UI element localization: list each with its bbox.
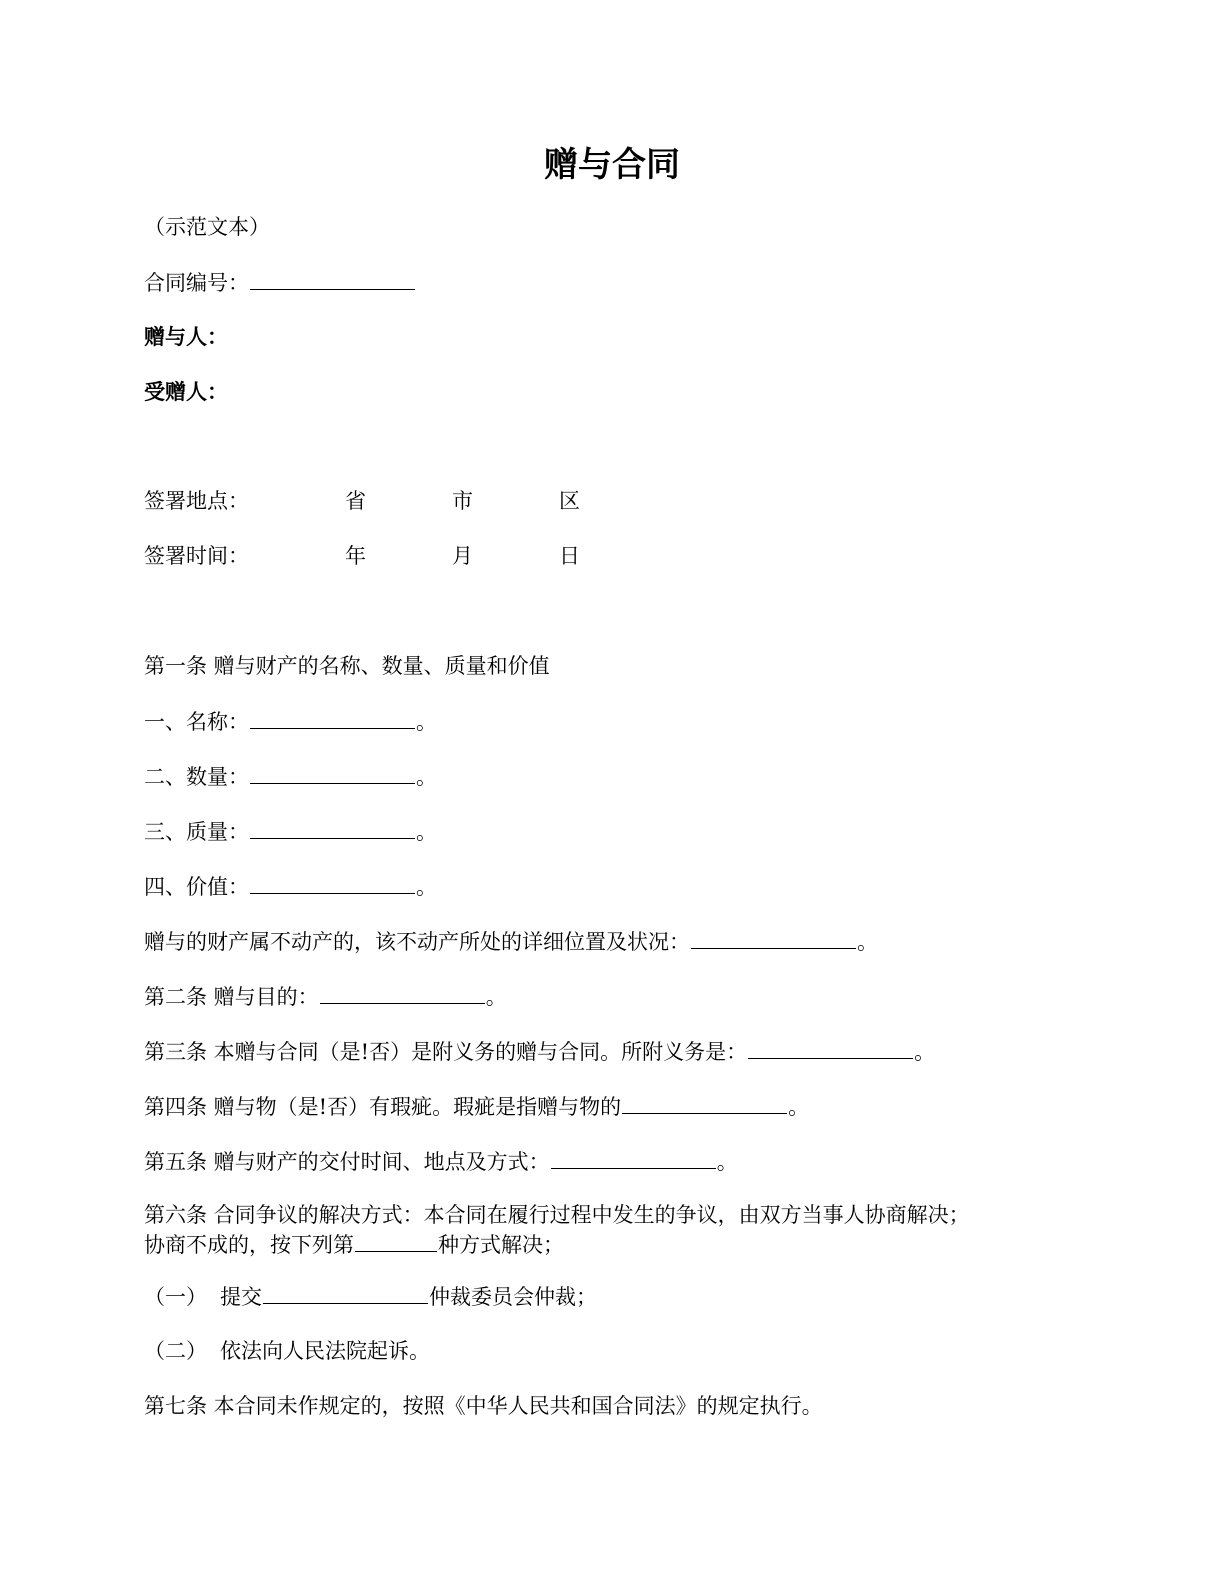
article-5-blank [551,1146,716,1169]
option-1-post: 仲裁委员会仲裁； [429,1285,597,1309]
item-blank [250,706,415,729]
sign-time-month: 月 [452,544,473,568]
article-3-text: 第三条 本赠与合同（是!否）是附义务的赠与合同。所附义务是： [144,1040,748,1064]
article-6-line-2 [144,1229,1084,1259]
sign-time-year: 年 [345,544,366,568]
item-blank [250,816,415,839]
article-2 [144,981,507,1012]
article-4-blank [622,1091,787,1114]
item-end: 。 [416,820,437,844]
article-1-item-quality [144,816,437,847]
article-1-item-name [144,706,437,737]
article-6-line-2-post: 种方式解决； [438,1233,564,1257]
article-1-heading: 第一条 赠与财产的名称、数量、质量和价值 [144,654,550,678]
article-7: 第七条 本合同未作规定的，按照《中华人民共和国合同法》的规定执行。 [144,1394,823,1418]
item-end: 。 [416,765,437,789]
article-1-item-quantity [144,761,437,792]
option-1-number: （一） [144,1285,207,1309]
document-subtitle: （示范文本） [144,215,270,239]
article-4-end: 。 [788,1095,810,1119]
option-2-text: 依法向人民法院起诉。 [220,1339,430,1363]
article-3-blank [748,1036,913,1059]
sign-time-label: 签署时间： [144,544,249,568]
article-3-end: 。 [914,1040,936,1064]
item-label: 一、名称： [144,710,249,734]
item-end: 。 [416,875,437,899]
sign-place-label: 签署地点： [144,489,249,513]
sign-place-province: 省 [345,489,366,513]
contract-number-label: 合同编号： [144,271,249,295]
item-end: 。 [416,710,437,734]
article-4 [144,1091,809,1122]
real-estate-end: 。 [857,930,878,954]
document-title: 赠与合同 [544,145,680,185]
contract-number-line [144,267,416,298]
item-label: 四、价值： [144,875,249,899]
article-3 [144,1036,935,1067]
article-2-text: 第二条 赠与目的： [144,985,319,1009]
item-blank [250,761,415,784]
sign-place-district: 区 [559,489,580,513]
donee-label: 受赠人： [144,379,228,404]
article-6 [144,1201,1084,1259]
real-estate-blank [691,926,856,949]
contract-number-blank [250,267,415,290]
item-label: 二、数量： [144,765,249,789]
article-5 [144,1146,738,1177]
option-1-pre: 提交 [220,1285,262,1309]
article-2-end: 。 [485,985,507,1009]
article-6-line-2-pre: 协商不成的，按下列第 [144,1233,354,1257]
real-estate-text: 赠与的财产属不动产的，该不动产所处的详细位置及状况： [144,930,690,954]
article-4-text: 第四条 赠与物（是!否）有瑕疵。瑕疵是指赠与物的 [144,1095,622,1119]
item-blank [250,871,415,894]
article-6-line-1: 第六条 合同争议的解决方式：本合同在履行过程中发生的争议，由双方当事人协商解决； [144,1203,970,1227]
item-label: 三、质量： [144,820,249,844]
option-1-blank [263,1281,428,1304]
donor-label: 赠与人： [144,324,228,349]
real-estate-line [144,926,878,957]
article-6-method-blank [355,1229,437,1252]
article-6-option-2 [144,1336,430,1366]
article-6-option-1 [144,1281,597,1312]
sign-place-city: 市 [452,489,473,513]
article-5-end: 。 [716,1150,738,1174]
article-1-item-value [144,871,437,902]
article-5-text: 第五条 赠与财产的交付时间、地点及方式： [144,1150,550,1174]
sign-time-day: 日 [559,544,580,568]
option-2-number: （二） [144,1339,207,1363]
article-2-blank [320,981,485,1004]
